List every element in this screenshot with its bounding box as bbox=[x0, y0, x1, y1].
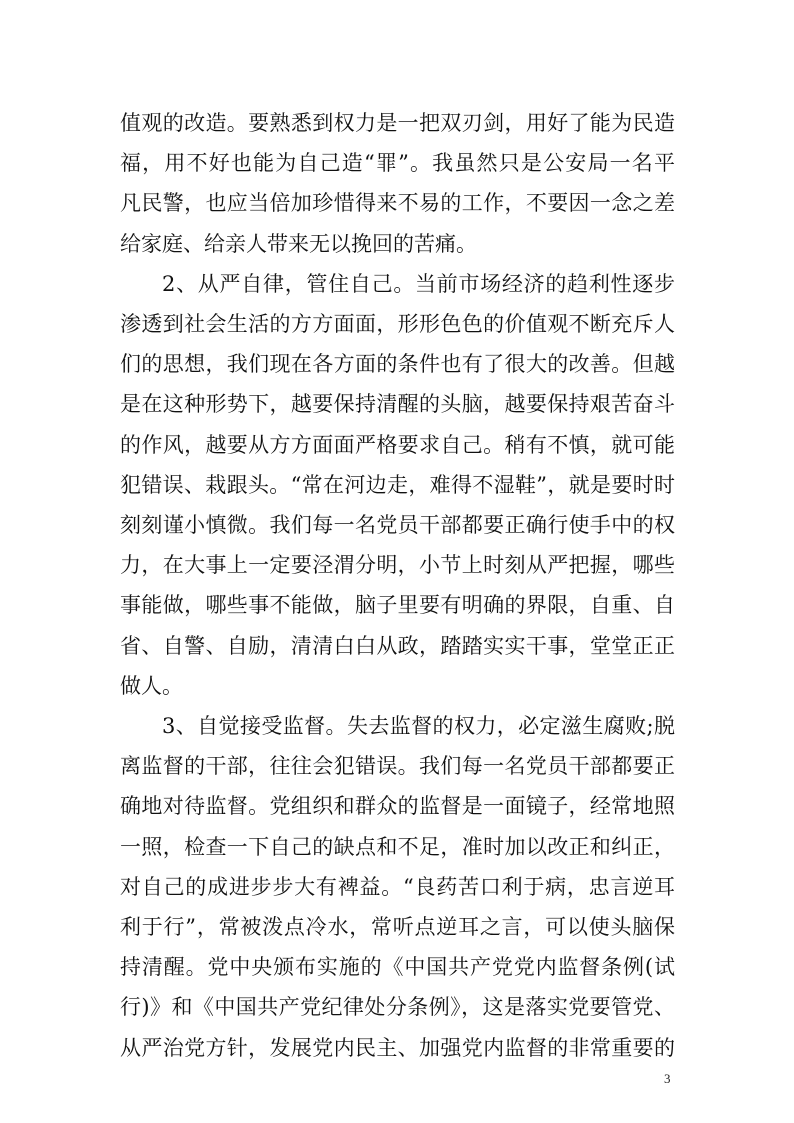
text-line: 的作风，越要从方方面面严格要求自己。稍有不慎，就可能 bbox=[120, 432, 675, 457]
text-line: 行)》和《中国共产党纪律处分条例》，这是落实党要管党、 bbox=[120, 995, 675, 1020]
paragraph-3-first-line: 3、自觉接受监督。失去监督的权力，必定滋生腐败;脱 bbox=[162, 714, 675, 738]
text-line: 们的思想，我们现在各方面的条件也有了很大的改善。但越 bbox=[120, 352, 675, 377]
page-number: 3 bbox=[664, 1071, 671, 1086]
text-line: 利于行”，常被泼点冷水，常听点逆耳之言，可以使头脑保 bbox=[120, 915, 675, 939]
text-line: 给家庭、给亲人带来无以挽回的苦痛。 bbox=[120, 231, 477, 256]
text-line: 值观的改造。要熟悉到权力是一把双刃剑，用好了能为民造 bbox=[120, 111, 675, 135]
text-line: 犯错误、栽跟头。“常在河边走，难得不湿鞋”，就是要时时 bbox=[120, 472, 675, 497]
text-line: 刻刻谨小慎微。我们每一名党员干部都要正确行使手中的权 bbox=[120, 513, 675, 537]
text-line: 渗透到社会生活的方方面面，形形色色的价值观不断充斥人 bbox=[120, 312, 675, 336]
text-line: 是在这种形势下，越要保持清醒的头脑，越要保持艰苦奋斗 bbox=[120, 392, 675, 417]
text-line: 持清醒。党中央颁布实施的《中国共产党党内监督条例(试 bbox=[120, 955, 675, 980]
paragraph-2-first-line: 2、从严自律，管住自己。当前市场经济的趋利性逐步 bbox=[162, 271, 675, 296]
text-line: 一照，检查一下自己的缺点和不足，准时加以改正和纠正， bbox=[120, 834, 675, 859]
text-line: 福，用不好也能为自己造“罪”。我虽然只是公安局一名平 bbox=[120, 151, 675, 176]
text-line: 从严治党方针，发展党内民主、加强党内监督的非常重要的 bbox=[120, 1035, 675, 1060]
text-line: 离监督的干部，往往会犯错误。我们每一名党员干部都要正 bbox=[120, 754, 675, 779]
text-line: 力，在大事上一定要泾渭分明，小节上时刻从严把握，哪些 bbox=[120, 553, 675, 578]
text-line: 凡民警，也应当倍加珍惜得来不易的工作，不要因一念之差 bbox=[120, 191, 675, 216]
text-line: 省、自警、自励，清清白白从政，踏踏实实干事，堂堂正正 bbox=[120, 633, 675, 658]
text-line: 做人。 bbox=[120, 673, 183, 698]
text-line: 事能做，哪些事不能做，脑子里要有明确的界限，自重、自 bbox=[120, 593, 675, 618]
text-line: 对自己的成进步步大有裨益。“良药苦口利于病，忠言逆耳 bbox=[120, 874, 675, 899]
text-line: 确地对待监督。党组织和群众的监督是一面镜子，经常地照 bbox=[120, 794, 675, 819]
